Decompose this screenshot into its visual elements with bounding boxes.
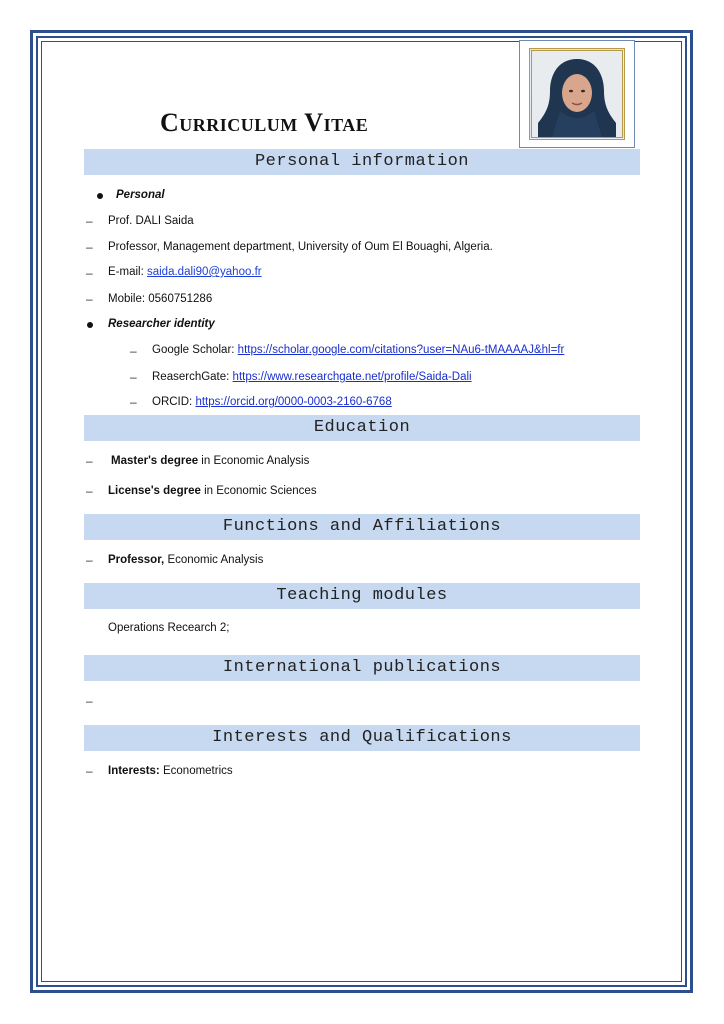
scholar-label: Google Scholar: [152,344,238,356]
teaching-module: Operations Recearch 2; [108,622,230,634]
dash-icon: – [86,553,93,567]
email-link[interactable]: saida.dali90@yahoo.fr [146,266,262,278]
email-line [108,266,262,278]
researchgate-line [152,371,472,383]
dash-icon: – [86,266,93,280]
section-header-functions: Functions and Affiliations [84,514,640,540]
dash-icon: – [86,240,93,254]
portrait-image [532,51,622,137]
researchgate-link[interactable]: https://www.researchgate.net/profile/Saida-Dali [232,371,472,383]
dash-icon: – [86,764,93,778]
orcid-link[interactable]: https://orcid.org/0000-0003-2160-6768 [195,396,392,408]
profile-photo [519,40,635,148]
section-header-interests: Interests and Qualifications [84,725,640,751]
dash-icon: – [86,214,93,228]
dash-icon: – [86,484,93,498]
person-position: Professor, Management department, University of Oum El Bouaghi, Algeria. [108,241,493,253]
master-degree-label: Master's degree [111,455,199,467]
education-master [111,455,309,467]
bullet-icon [87,322,93,328]
function-title: Professor, [108,554,165,566]
person-name: Prof. DALI Saida [108,215,194,227]
mobile-line: Mobile: 0560751286 [108,293,213,305]
section-header-personal-information: Personal information [84,149,640,175]
photo-frame [529,48,625,140]
section-header-education: Education [84,415,640,441]
scholar-link[interactable]: https://scholar.google.com/citations?user=NAu6-tMAAAAJ&hl=fr [237,344,565,356]
section-header-teaching: Teaching modules [84,583,640,609]
master-degree-field: in Economic Analysis [198,455,310,467]
researcher-heading: Researcher identity [108,318,215,330]
personal-heading: Personal [116,189,165,201]
orcid-label: ORCID: [152,396,196,408]
section-header-publications: International publications [84,655,640,681]
license-degree-field: in Economic Sciences [200,485,317,497]
page-border-inner [41,41,682,982]
researchgate-label: ReaserchGate: [152,371,233,383]
interests-value: Econometrics [159,765,233,777]
email-label: E-mail: [108,266,147,278]
dash-icon: – [130,344,137,358]
dash-icon: – [130,395,137,409]
orcid-line [152,396,392,408]
dash-icon: – [130,370,137,384]
bullet-icon [97,193,103,199]
function-field: Economic Analysis [164,554,264,566]
interests-label: Interests: [108,765,160,777]
function-entry [108,554,263,566]
scholar-line [152,344,564,356]
dash-icon: – [86,694,93,708]
document-title: Curriculum Vitae [160,108,369,137]
education-license [108,485,317,497]
dash-icon: – [86,454,93,468]
interests-entry [108,765,233,777]
dash-icon: – [86,292,93,306]
license-degree-label: License's degree [108,485,201,497]
